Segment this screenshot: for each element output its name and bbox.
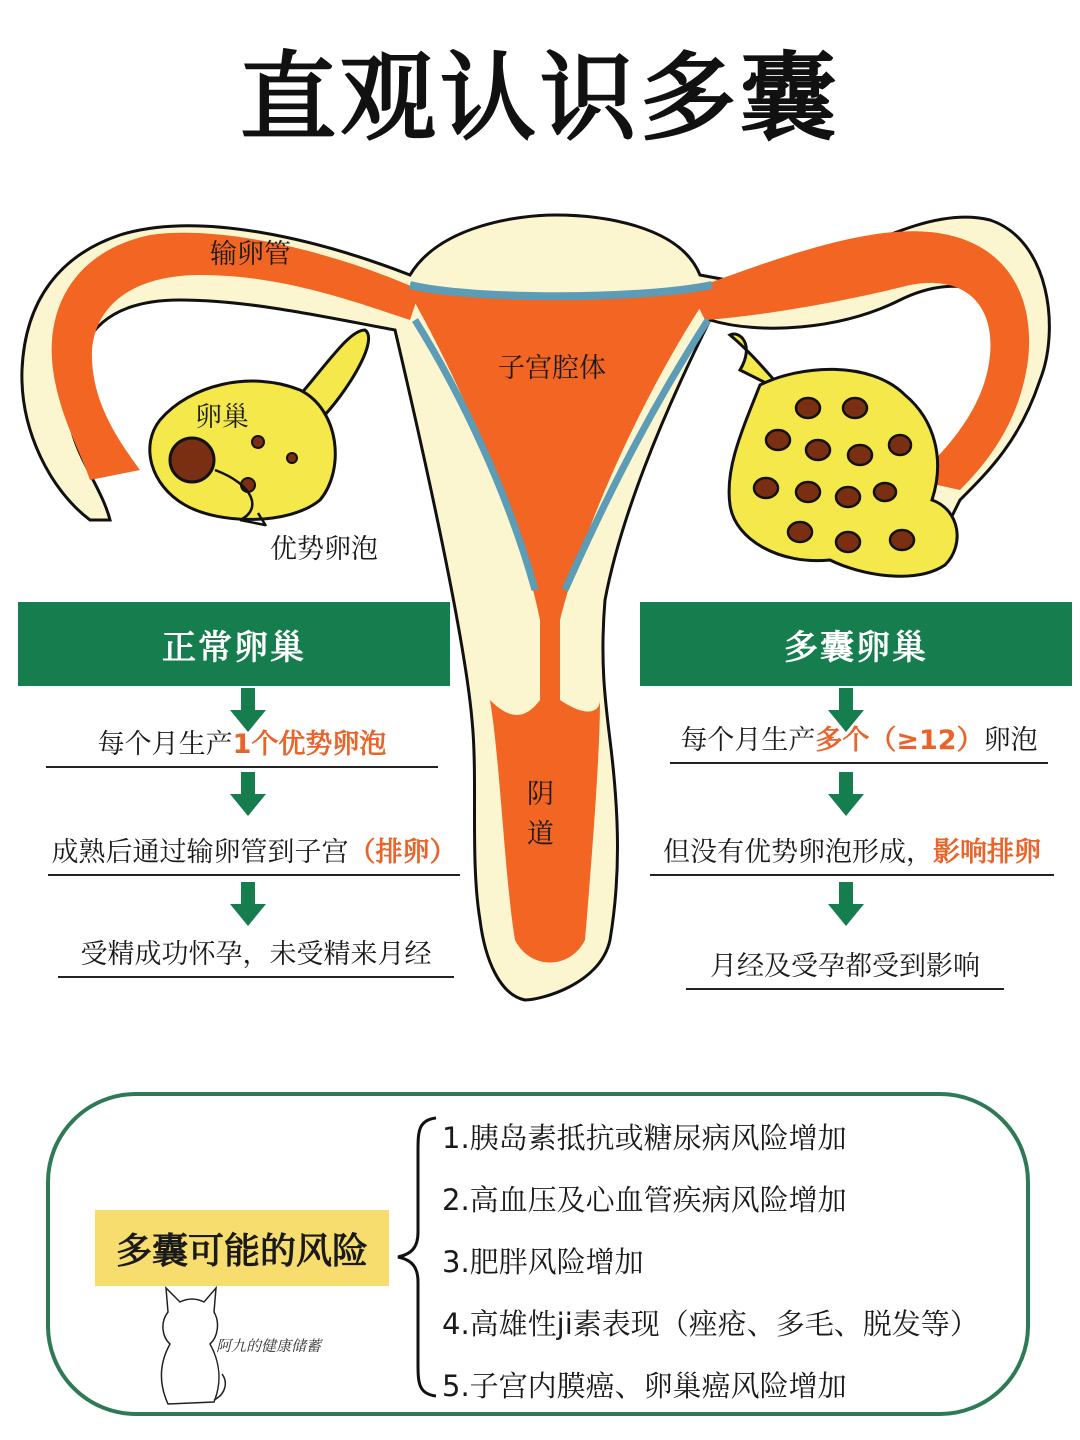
label-vagina-2: 道 (527, 819, 554, 850)
pcos-step-1: 每个月生产多个（≥12）卵泡 (670, 724, 1048, 764)
label-uterine-cavity: 子宫腔体 (498, 353, 606, 384)
down-arrow-icon (828, 772, 864, 816)
normal-step-2: 成熟后通过输卵管到子宫（排卵） (48, 836, 460, 876)
down-arrow-icon (230, 882, 266, 926)
label-vagina-1: 阴 (527, 779, 554, 810)
page-title: 直观认识多囊 (240, 42, 840, 154)
label-dominant-follicle: 优势卵泡 (270, 534, 378, 565)
risk-item-5: 5.子宫内膜癌、卵巢癌风险增加 (442, 1369, 847, 1403)
pcos-ovary-header: 多囊卵巢 (640, 602, 1072, 686)
normal-step-1: 每个月生产1个优势卵泡 (46, 728, 438, 768)
pcos-ovary (729, 369, 957, 576)
normal-step-3: 受精成功怀孕，未受精来月经 (58, 938, 454, 978)
down-arrow-icon (230, 772, 266, 816)
risk-item-4: 4.高雄性ji素表现（痤疮、多毛、脱发等） (442, 1307, 979, 1341)
risk-item-1: 1.胰岛素抵抗或糖尿病风险增加 (442, 1121, 847, 1155)
brace-icon (392, 1112, 440, 1402)
signature: 阿九的健康储蓄 (216, 1337, 322, 1355)
normal-ovary-header: 正常卵巢 (18, 602, 450, 686)
down-arrow-icon (230, 688, 266, 732)
label-ovary: 卵巢 (195, 402, 249, 433)
label-fallopian-tube: 输卵管 (210, 239, 291, 270)
risk-item-3: 3.肥胖风险增加 (442, 1245, 644, 1279)
risk-item-2: 2.高血压及心血管疾病风险增加 (442, 1183, 847, 1217)
pcos-step-2: 但没有优势卵泡形成，影响排卵 (650, 836, 1054, 876)
pcos-step-3: 月经及受孕都受到影响 (686, 950, 1004, 990)
down-arrow-icon (828, 882, 864, 926)
dominant-follicle (170, 438, 214, 482)
risk-title: 多囊可能的风险 (95, 1210, 389, 1286)
